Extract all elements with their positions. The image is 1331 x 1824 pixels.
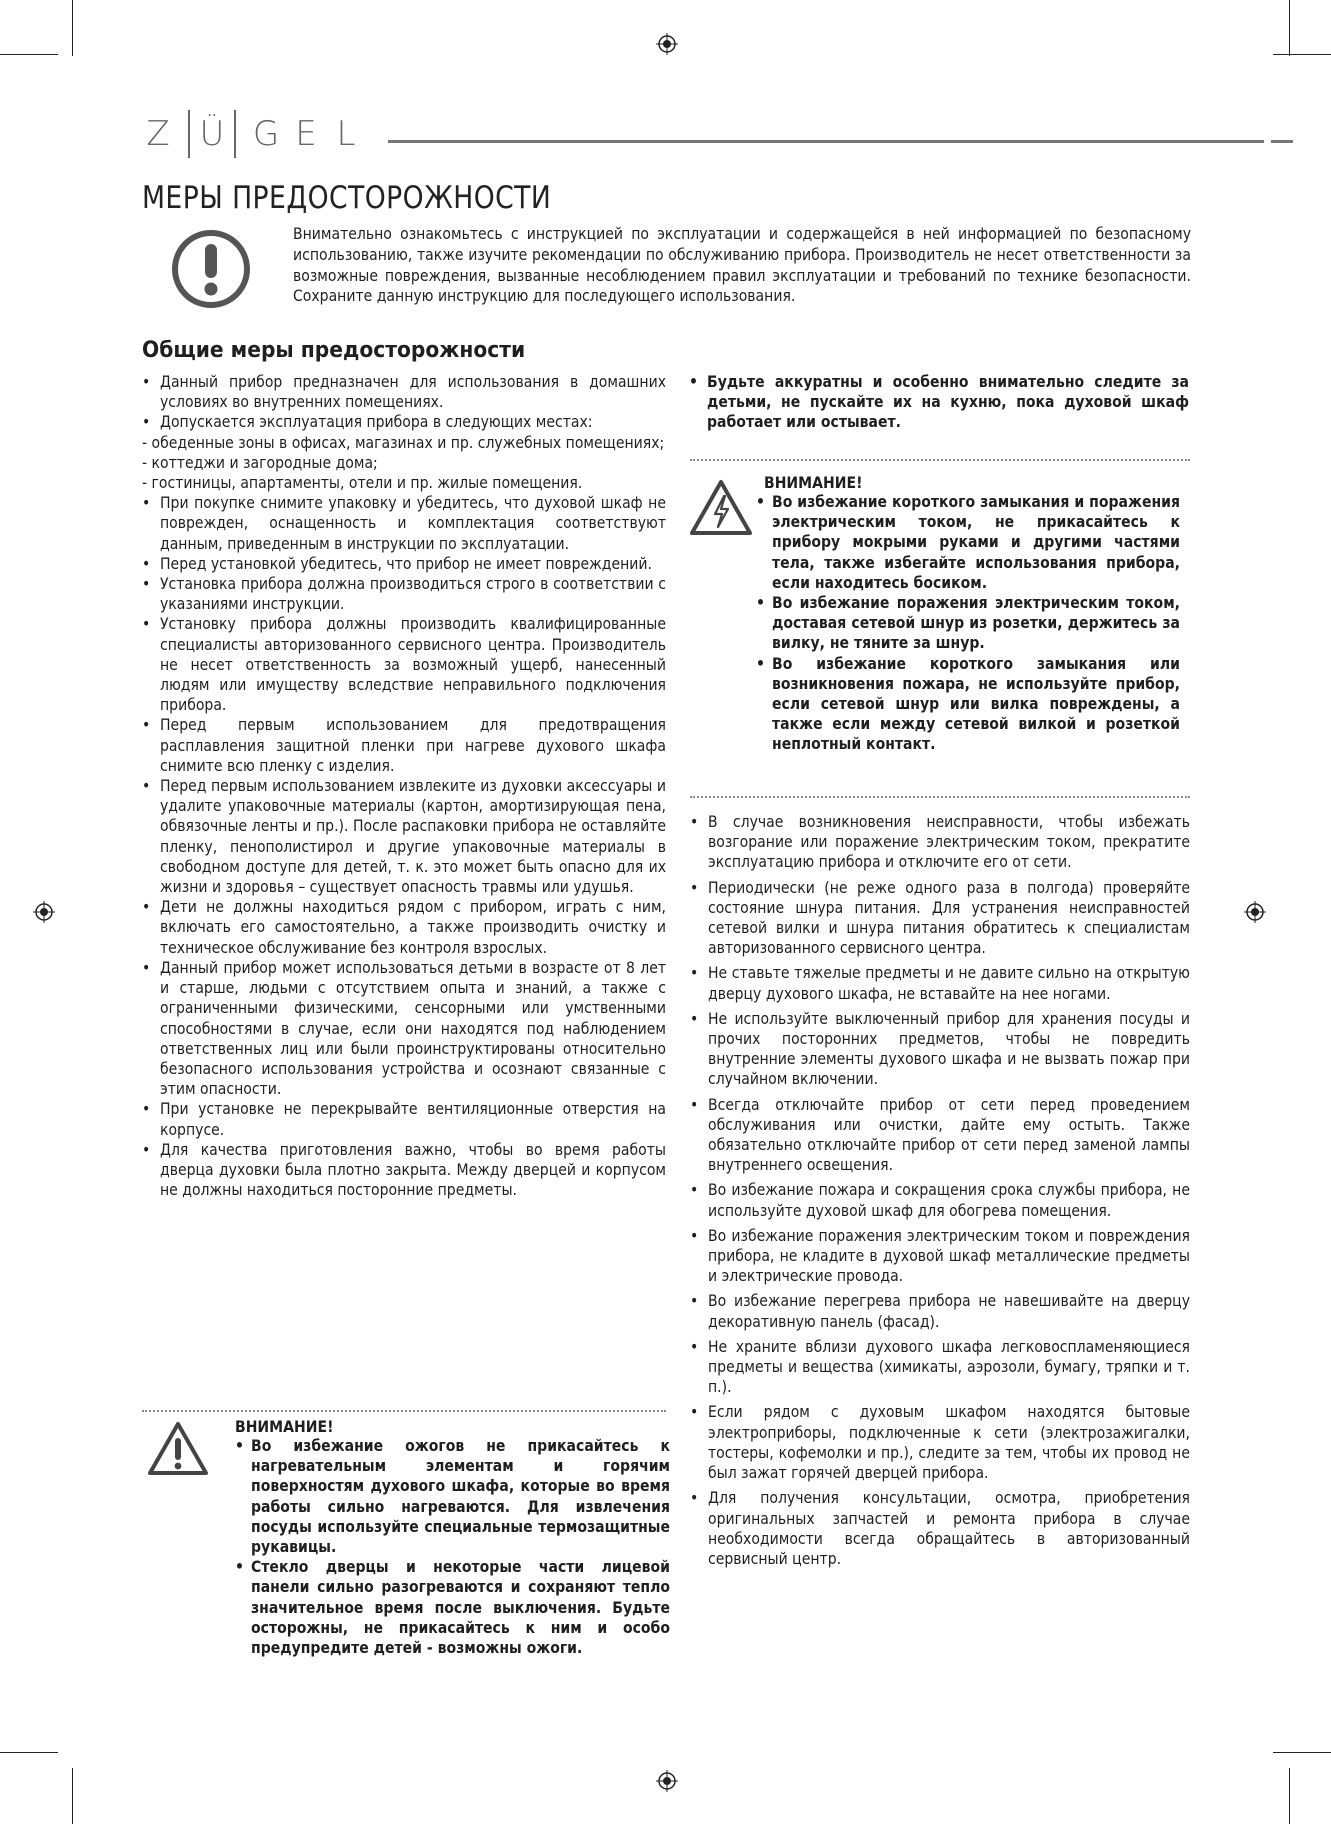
list-item bbox=[690, 1180, 1190, 1220]
bullet: • bbox=[142, 958, 151, 977]
list-item bbox=[142, 1099, 666, 1139]
list-item-text: Для получения консультации, осмотра, приобретения оригинальных запчастей и ремонта прибора в случае необходимости всегда обращайтесь в авторизованный сервисный центр. bbox=[708, 1489, 1190, 1568]
left-column bbox=[142, 372, 666, 1200]
warning-heading: ВНИМАНИЕ! bbox=[235, 1418, 334, 1436]
bullet: • bbox=[142, 575, 151, 594]
bullet: • bbox=[690, 964, 699, 983]
bullet: • bbox=[142, 716, 151, 735]
list-item-text: Во избежание пожара и сокращения срока службы прибора, не используйте духовой шкаф для обогрева помещения. bbox=[708, 1181, 1190, 1220]
logo-letter: E bbox=[295, 114, 317, 154]
bullet: • bbox=[142, 373, 151, 391]
registration-mark-icon bbox=[656, 33, 678, 55]
warning-text: Во избежание поражения электрическим током, доставая сетевой шнур из розетки, держитесь за вилку, не тяните за шнур. bbox=[772, 594, 1180, 653]
bullet: - bbox=[142, 433, 148, 452]
list-item bbox=[756, 654, 1180, 755]
bullet: • bbox=[142, 615, 151, 634]
list-item-text: обеденные зоны в офисах, магазинах и пр. служебных помещениях; bbox=[151, 433, 665, 452]
list-item bbox=[142, 554, 666, 574]
bullet: • bbox=[690, 1403, 699, 1422]
list-item-text: Во избежание перегрева прибора не навешивайте на дверцу декоративную панель (фасад). bbox=[708, 1292, 1190, 1331]
notice-text: Будьте аккуратны и особенно внимательно следите за детьми, не пускайте их на кухню, пока духовой шкаф работает или остывает. bbox=[707, 373, 1189, 432]
list-item-text: Не используйте выключенный прибор для хранения посуды и прочих посторонних предметов, чтобы не повредить внутренние элементы духового шкафа и не вызвать пожар при случайном включении. bbox=[708, 1009, 1190, 1089]
bullet: • bbox=[690, 1292, 699, 1311]
list-item bbox=[690, 1488, 1190, 1569]
left-warning bbox=[235, 1418, 670, 1658]
bullet: • bbox=[142, 554, 151, 573]
list-item bbox=[142, 412, 666, 432]
warning-heading: ВНИМАНИЕ! bbox=[764, 474, 863, 492]
list-item bbox=[690, 1337, 1190, 1398]
logo-letter: L bbox=[336, 114, 356, 154]
list-item bbox=[690, 1226, 1190, 1287]
page-title: МЕРЫ ПРЕДОСТОРОЖНОСТИ bbox=[142, 180, 552, 216]
list-item-text: При установке не перекрывайте вентиляционные отверстия на корпусе. bbox=[160, 1100, 666, 1139]
logo-letter: G bbox=[252, 114, 280, 154]
list-item-text: При покупке снимите упаковку и убедитесь, что духовой шкаф не поврежден, оснащенность и комплектация соответствуют данным, приведенным в инструкции по эксплуатации. bbox=[160, 494, 666, 553]
list-item bbox=[690, 878, 1190, 959]
bullet: • bbox=[690, 1181, 699, 1200]
list-item-text: Данный прибор предназначен для использования в домашних условиях во внутренних помещениях. bbox=[160, 373, 666, 412]
list-item-text: Не храните вблизи духового шкафа легковоспламеняющиеся предметы и вещества (химикаты, аэрозоли, бумагу, тряпки и т. п.). bbox=[708, 1337, 1190, 1397]
list-item bbox=[142, 433, 666, 453]
right-column bbox=[690, 812, 1190, 1574]
list-item-text: коттеджи и загородные дома; bbox=[151, 453, 378, 472]
registration-mark-icon bbox=[656, 1770, 678, 1792]
list-item-text: В случае возникновения неисправности, чтобы избежать возгорание или поражение электрическим током, прекратите эксплуатацию прибора и отключите его от сети. bbox=[708, 813, 1190, 872]
bullet: • bbox=[690, 1226, 699, 1245]
list-item bbox=[690, 963, 1190, 1003]
list-item-text: Перед первым использованием извлеките из духовки аксессуары и удалите упаковочные материалы (картон, амортизирующая пена, обвязочные ленты и пр.). После распаковки прибора не оставляйте пленку, пенополистирол и другие упаковочные материалы в свободном доступе для детей, т. к. это может быть опасно для их жизни и здоровья – существует опасность травмы или удушья. bbox=[160, 777, 666, 897]
list-item bbox=[690, 1291, 1190, 1331]
warning-triangle-icon bbox=[146, 1420, 210, 1478]
bullet: • bbox=[690, 1489, 699, 1508]
bullet: • bbox=[142, 1140, 151, 1159]
logo-letter: Z bbox=[146, 114, 170, 154]
list-item-text: Перед установкой убедитесь, что прибор не имеет повреждений. bbox=[160, 554, 652, 573]
list-item bbox=[142, 776, 666, 897]
list-item bbox=[142, 473, 666, 493]
header-rule bbox=[1271, 140, 1293, 143]
registration-mark-icon bbox=[33, 901, 55, 923]
list-item-text: Установка прибора должна производиться строго в соответствии с указаниями инструкции. bbox=[160, 575, 666, 614]
list-item bbox=[142, 493, 666, 554]
list-item-text: Данный прибор может использоваться детьми в возрасте от 8 лет и старше, людьми с отсутствием опыта и знаний, а также с ограниченными физическими, сенсорными или умственными способностями в случае, если они находятся под наблюдением ответственных лиц или были проинструктированы относительно безопасного использования устройства и осознают связанные с этим опасности. bbox=[160, 958, 666, 1099]
divider bbox=[690, 459, 1190, 461]
list-item bbox=[690, 1402, 1190, 1483]
brand-logo bbox=[142, 112, 362, 156]
list-item-text: Перед первым использованием для предотвращения расплавления защитной пленки при нагреве духового шкафа снимите всю пленку с изделия. bbox=[160, 716, 666, 775]
list-item bbox=[142, 453, 666, 473]
list-item bbox=[756, 593, 1180, 654]
list-item-text: гостиницы, апартаменты, отели и пр. жилые помещения. bbox=[151, 474, 583, 493]
bullet: - bbox=[142, 453, 148, 472]
list-item bbox=[142, 372, 666, 412]
list-item-text: Не ставьте тяжелые предметы и не давите сильно на открытую дверцу духового шкафа, не вставайте на нее ногами. bbox=[708, 964, 1190, 1003]
list-item-text: Установку прибора должны производить квалифицированные специалисты авторизованного сервисного центра. Производитель не несет ответственность за возможный ущерб, нанесенный людям или имуществу вследствие неправильного подключения прибора. bbox=[160, 615, 666, 715]
list-item bbox=[142, 958, 666, 1099]
logo-letter: Ü bbox=[188, 110, 236, 158]
divider bbox=[690, 796, 1190, 798]
bullet: • bbox=[142, 494, 151, 513]
bullet: • bbox=[142, 777, 151, 796]
bullet: • bbox=[756, 594, 765, 613]
list-item-text: Периодически (не реже одного раза в полгода) проверяйте состояние шнура питания. Для устранения неисправностей сетевой вилки и шнура питания обратитесь к специалистам авторизованного сервисного центра. bbox=[708, 878, 1190, 958]
list-item bbox=[142, 897, 666, 958]
list-item bbox=[690, 1095, 1190, 1176]
bullet: • bbox=[690, 1337, 699, 1356]
bullet: • bbox=[690, 878, 699, 897]
bullet: • bbox=[142, 898, 151, 917]
list-item-text: Во избежание поражения электрическим током и повреждения прибора, не кладите в духовой шкаф металлические предметы и электрические провода. bbox=[708, 1226, 1190, 1286]
right-list bbox=[690, 812, 1190, 1569]
bullet: • bbox=[690, 1095, 699, 1114]
list-item bbox=[142, 1140, 666, 1201]
warning-text: Во избежание короткого замыкания или возникновения пожара, не используйте прибор, если сетевой шнур или вилка повреждены, а также если между сетевой вилкой и розеткой неплотный контакт. bbox=[772, 654, 1180, 754]
list-item bbox=[690, 812, 1190, 873]
right-top-notice bbox=[689, 372, 1189, 433]
list-item bbox=[690, 1009, 1190, 1090]
bullet: - bbox=[142, 474, 148, 493]
electric-shock-warning-icon bbox=[688, 478, 754, 538]
exclamation-circle-icon bbox=[170, 228, 252, 310]
bullet: • bbox=[690, 813, 699, 831]
list-item bbox=[142, 574, 666, 614]
registration-mark-icon bbox=[1244, 901, 1266, 923]
list-item bbox=[142, 614, 666, 715]
bullet: • bbox=[756, 493, 765, 511]
bullet: • bbox=[689, 373, 698, 391]
list-item bbox=[689, 372, 1189, 433]
list-item bbox=[235, 1557, 670, 1658]
bullet: • bbox=[142, 1100, 151, 1119]
list-item-text: Допускается эксплуатация прибора в следующих местах: bbox=[160, 413, 593, 432]
bullet: • bbox=[235, 1437, 244, 1455]
bullet: • bbox=[142, 413, 151, 432]
intro-paragraph: Внимательно ознакомьтесь с инструкцией по эксплуатации и содержащейся в ней информацией по безопасному использованию, также изучите рекомендации по обслуживанию прибора. Производитель не несет ответственности за возможные повреждения, вызванные несоблюдением правил эксплуатации и требований по технике безопасности. Сохраните данную инструкцию для последующего использования. bbox=[293, 225, 1191, 306]
right-warning bbox=[756, 474, 1180, 755]
list-item bbox=[142, 715, 666, 776]
list-item-text: Всегда отключайте прибор от сети перед проведением обслуживания или очистки, дайте ему остыть. Также обязательно отключайте прибор от сети перед заменой лампы внутреннего освещения. bbox=[708, 1095, 1190, 1175]
bullet: • bbox=[690, 1009, 699, 1028]
bullet: • bbox=[235, 1558, 244, 1577]
warning-text: Во избежание ожогов не прикасайтесь к нагревательным элементам и горячим поверхностям духового шкафа, которые во время работы сильно нагреваются. Для извлечения посуды используйте специальные термозащитные рукавицы. bbox=[251, 1437, 670, 1557]
list-item bbox=[756, 492, 1180, 593]
divider bbox=[142, 1410, 666, 1412]
bullet: • bbox=[756, 654, 765, 673]
list-item-text: Дети не должны находиться рядом с прибором, играть с ним, включать его самостоятельно, а также производить очистку и техническое обслуживание без контроля взрослых. bbox=[160, 898, 666, 957]
warning-text: Стекло дверцы и некоторые части лицевой панели сильно разогреваются и сохраняют тепло значительное время после выключения. Будьте осторожны, не прикасайтесь к ним и особо предупредите детей - возможны ожоги. bbox=[251, 1558, 670, 1658]
section-title: Общие меры предосторожности bbox=[142, 338, 526, 363]
left-list bbox=[142, 372, 666, 1200]
list-item-text: Если рядом с духовым шкафом находятся бытовые электроприборы, подключенные к сети (электрозажигалки, тостеры, кофемолки и пр.), следите за тем, чтобы их провод не был зажат горячей дверцей прибора. bbox=[708, 1403, 1190, 1483]
list-item-text: Для качества приготовления важно, чтобы во время работы дверца духовки была плотно закрыта. Между дверцей и корпусом не должны находиться посторонние предметы. bbox=[160, 1140, 666, 1200]
header-rule bbox=[388, 140, 1264, 143]
list-item bbox=[235, 1436, 670, 1557]
warning-text: Во избежание короткого замыкания и поражения электрическим током, не прикасайтесь к прибору мокрыми руками и другими частями тела, также избегайте использования прибора, если находитесь босиком. bbox=[772, 493, 1180, 592]
